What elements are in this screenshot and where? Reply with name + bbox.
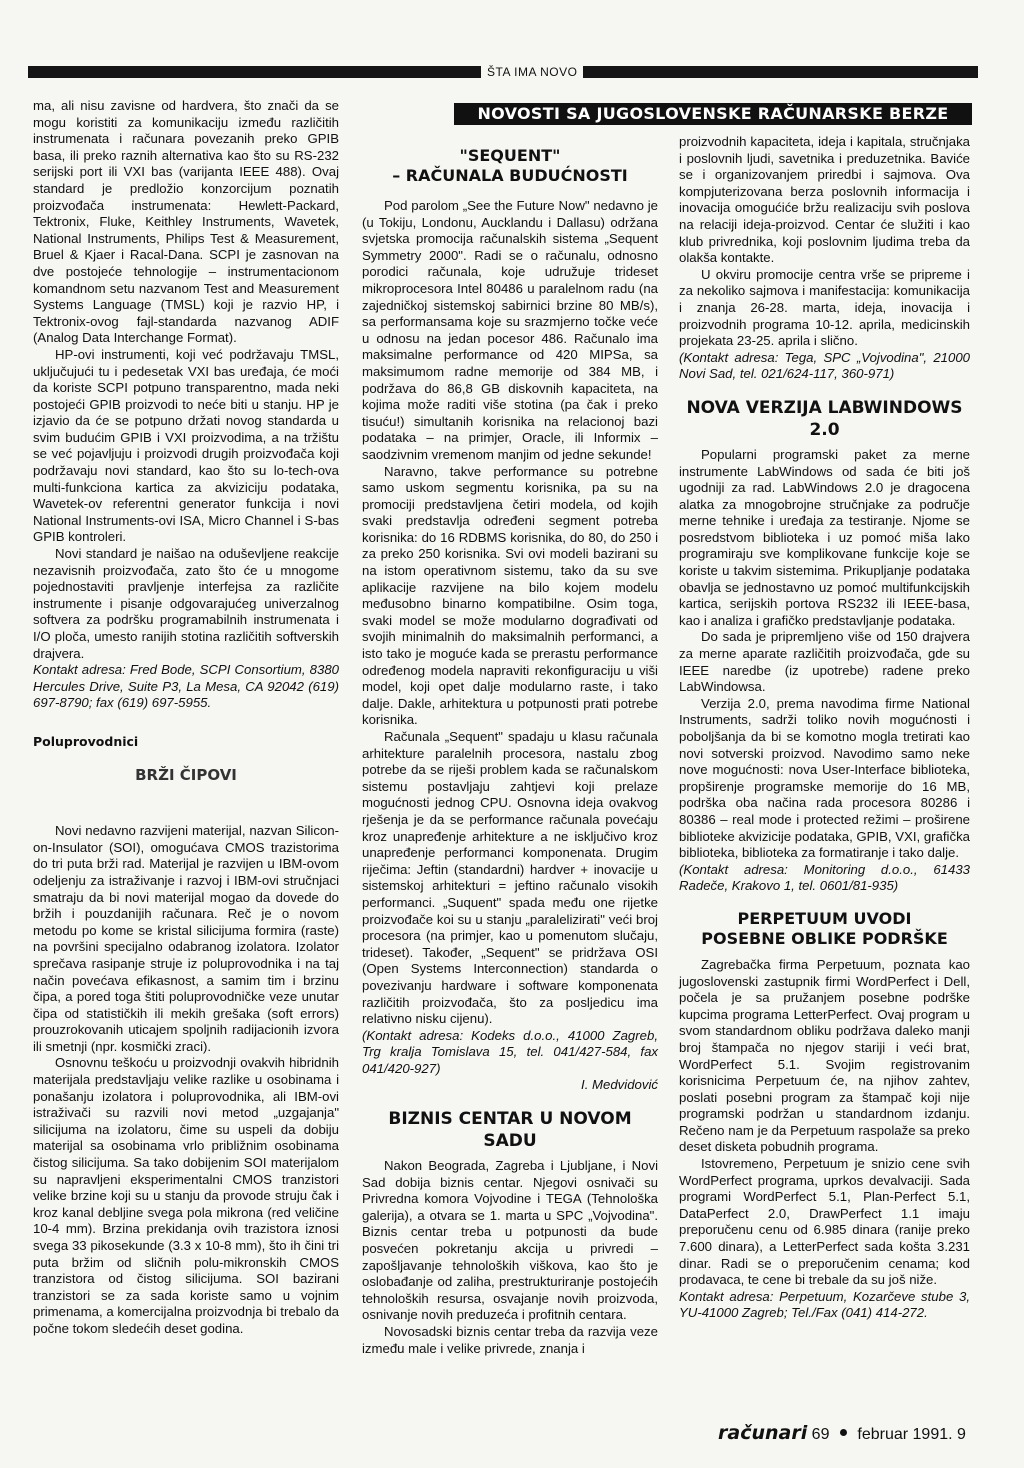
paragraph: proizvodnih kapaciteta, ideja i kapitala, stručnjaka i poslovnih ljudi, savetnika i preduzetnika. Baviće se i organizovanjem priredbi i sajmova. Ova kompjuterizovana berza poslovnih informacija i inovacija omogućiće bržu realizaciju svih poslova na relaciji ideja-proizvod. Centar će služiti i kao klub privrednika, koji poslovnim ljudima treba da olakša kontakte. — [679, 134, 970, 266]
paragraph: Verzija 2.0, prema navodima firme National Instruments, sadrži toliko novih mogućnosti i poboljšanja da bi se komotno mogla tretirati kao novi sotverski proizvod. Navodimo samo neke nove mogućnosti: nova User-Interface biblioteka, propširenje programske memorije do 16 MB, podrška oba načina rada procesora 80286 i 80386 – real mode i protected režimi – proširene biblioteke akvizicije podataka, GPIB, VXI, grafička biblioteka, biblioteka za formatiranje i tako dalje. — [679, 695, 971, 861]
contact-address: (Kontakt adresa: Monitoring d.o.o., 61433 Radeče, Krakovo 1, tel. 0601/81-935) — [679, 861, 970, 894]
article-headline: "SEQUENT" — [459, 146, 561, 165]
column-middle — [362, 146, 658, 1357]
column-right — [679, 134, 970, 1322]
article-headline: – RAČUNALA BUDUĆNOSTI — [392, 166, 628, 185]
paragraph: Računala „Sequent" spadaju u klasu računala arhitekture paralelnih procesora, nastalu zbog potrebe da se riješi problem kada se računalskom sistemu postavljaju zahtjevi koji prelaze mogućnosti jednog CPU. Osnovna ideja ovakvog rješenja je da se performance računala povećaju kroz unapređenje arhitekture a ne isključivo kroz unapređenje performanci komponenata. Drugim riječima: Jeftin (standardni) hardver + inovacije u sistemskoj arhitekturi = jeftino računalo visokih performanci. „Suquent" spada među one rijetke proizvođače koi su u stanju „paralelizirati" veći broj procesora (na primjer, kao u pomenutom slučaju, trideset). Također, „Sequent" se pridržava OSI (Open Systems Interconnection) standarda o povezivanju hardware i software komponenata različitih proizvođača, što za posljedicu ima relativno nisku cijenu). — [362, 729, 658, 1027]
contact-address: (Kontakt adresa: Kodeks d.o.o., 41000 Zagreb, Trg kralja Tomislava 15, tel. 041/427-584, fax 041/420-927) — [362, 1027, 658, 1076]
paragraph: Novi nedavno razvijeni materijal, nazvan Silicon-on-Insulator (SOI), omogućava CMOS trazistorima do tri puta brži rad. Materijal je razvijen u IBM-ovom odeljenju za istraživanje i razvoj i IBM-ovi stručnjaci smatraju da bi novi materijal mogao da dovede do bržih i pouzdanijih računara. Reč je o novom metodu po kome se kristal silicijuma formira (raste) na površini specijalno odabranog izolatora. Izolator sprečava rasipanje struje iz poluprovodnika i na taj način povećava efikasnost, a samim tim i brzinu čipa, a pored toga štiti poluprovodničke veze unutar čipa od statističkih ili mekih grešaka (soft errors) prouzrokovanih uticajem spoljnih radijacionih izvora ili smetnji (npr. kosmički zraci). — [33, 823, 339, 1054]
paragraph: Nakon Beograda, Zagreba i Ljubljane, i Novi Sad dobija biznis centar. Njegovi osnivači su Privredna komora Vojvodine i TEGA (Tehnološka galerija), a otvara se 1. marta u SPC „Vojvodina". Biznis centar treba u potpunosti da bude posvećen pokretanju akcija u privredi – zapošljavanje tehnoloških viškova, kao što je oslobađanje od zaliha, prestrukturiranje postojećih tehnoloških resursa, osvajanje novih proizvoda, osnivanje novih preduzeća i profitnih centara. — [362, 1158, 658, 1323]
contact-address: (Kontakt adresa: Tega, SPC „Vojvodina", 21000 Novi Sad, tel. 021/624-117, 360-971) — [679, 349, 970, 382]
article-headline: POSEBNE OBLIKE PODRŠKE — [701, 928, 948, 948]
paragraph: Pod parolom „See the Future Now" nedavno je (u Tokiju, Londonu, Aucklandu i Dallasu) održana svjetska promocija računalskih sistema „Sequent Symmetry 2000". Radi se o računalu, odnosno porodici računala, koje udružuje trideset mikroprocesora Intel 80486 u paralelnom radu (na zajedničkoj sistemskoj sabirnici brzine 80 MB/s), sa performansama koje su srazmjerno točke veće u odnosu na jedan pocesor 486. Računalo ima maksimalne performance od 420 MIPSa, sa maksimumom radne memorije od 384 MB, i podržava do 86,8 GB diskovnih kapaciteta, na kojima može raditi više stotina (pa čak i preko tisuću!) simultanih korisnika na relacionoj bazi podataka – na primjer, Oracle, ili Informix – saodzivnim vremenom manjim od jedne sekunde! — [362, 198, 658, 462]
magazine-logo: računari — [718, 1422, 808, 1444]
paragraph: Novosadski biznis centar treba da razvija veze između male i velike privrede, znanja i — [362, 1324, 658, 1356]
author-signature: I. Medvidović — [581, 1077, 658, 1093]
paragraph: U okviru promocije centra vrše se pripreme i za nekoliko sajmova i manifestacija: komunikacija i znanja 26-28. marta, ideja, inovacija i proizvodnih programa 10-12. aprila, medicinskih projekata 23-25. aprila i slično. — [679, 266, 970, 349]
page-number: 9 — [957, 1426, 966, 1443]
contact-address: Kontakt adresa: Perpetuum, Kozarčeve stube 3, YU-41000 Zagreb; Tel./Fax (041) 414-272. — [679, 1288, 970, 1321]
article-headline: NOVA VERZIJA LABWINDOWS 2.0 — [686, 397, 963, 440]
paragraph: Istovremeno, Perpetuum je snizio cene svih WordPerfect programa, uprkos devalvaciji. Sada programi WordPerfect 5.1, Plan-Perfect 5.1, DataPerfect 2.0, DrawPerfect 1.1 imaju preporučenu cenu od 6.985 dinara (ranije preko 7.600 dinara), a LetterPerfect sada košta 3.231 dinar. Radi se o preporučenim cenama; kod prodavaca, te cene bi trebale da su još niže. — [679, 1156, 970, 1288]
section-header-label: ŠTA IMA NOVO — [481, 65, 583, 79]
section-header-bar — [28, 66, 978, 78]
paragraph: Naravno, takve performance su potrebne samo uskom segmentu korisnika, pa su na promociji predstavljena četiri modela, od kojih svaki predstavlja određeni segment potreba korisnika: do 16 RDBMS korisnika, do 80, do 250 i za preko 250 korisnika. Svi ovi modeli bazirani su na istom operativnom sistemu, tako da su sve aplikacije razvijene na bilo kojem modelu međusobno binarno kompatibilne. Osim toga, svaki model se može modularno dograđivati od svojih minimalnih do maksimalnih performanci, a isto tako je moguće kada se prerastu performance određenog modela napraviti rekonfiguraciju u viši model, koji opet dalje modularno raste, i tako dalje. Dakle, arhitektura u potpunosti prati potrebe korisnika. — [362, 463, 658, 728]
paragraph: ma, ali nisu zavisne od hardvera, što znači da se mogu koristiti za komunikaciju između različitih instrumenata i računara povezanih preko GPIB basa, ili preko raznih alternativa kao što su RS-232 serijski port ili VXI bas (varijanta IEEE 488). Ovaj standard je predložio konzorcijum poznatih proizvođača instrumenata: Hewlett-Packard, Tektronix, Fluke, Keithley Instruments, Wavetek, National Instruments, Philips Test & Measurement, Bruel & Kjaer i Racal-Dana. SCPI je zasnovan na dve postojeće tehnologije – instrumentacionom komandnom setu nazvanom Test and Measurement Systems Language (TMSL) koji je razvio HP, i Tektronix-ovog fajl-standarda nazvanog ADIF (Analog Data Interchange Format). — [33, 98, 339, 346]
paragraph: HP-ovi instrumenti, koji već podržavaju TMSL, uključujući tu i pedesetak VXI bas uređaja, će moći da koriste SCPI potpuno transparentno, mada neki postojeći GPIB proizvodi to neće biti u stanju. HP je izjavio da će se potpuno držati novog standarda u svim budućim GPIB i VXI proizvodima, a na tržištu se već pojavljuju i proizvodi drugih proizvođača koji podržavaju novi standard, kao što su lo-tech-ova multi-funkciona kartica za akviziciju podataka, Wavetek-ov referentni generator funkcija i novi National Instruments-ovi ISA, Micro Channel i S-bas GPIB kontroleri. — [33, 346, 339, 545]
article-headline: PERPETUUM UVODI — [737, 908, 912, 928]
bullet-icon — [840, 1429, 847, 1436]
news-banner: NOVOSTI SA JUGOSLOVENSKE RAČUNARSKE BERZE — [454, 103, 972, 125]
section-title: Poluprovodnici — [33, 733, 139, 749]
paragraph: Zagrebačka firma Perpetuum, poznata kao jugoslovenski zastupnik firmi WordPerfect i Dell, počela je sa pružanjem posebne podrške kupcima programa LetterPerfect. Ovaj program u svom standardnom obliku podržava daleko manji broj štampača no njegov stariji i veći brat, WordPerfect 5.1. Svojim registrovanim korisnicima Perpetuum će, na njihov zahtev, poslati posebni program za štampač koji nije programski podržan u standardnom izdanju. Rečeno nam je da Perpetuum raspolaže sa preko deset disketa pobudnih programa. — [679, 956, 970, 1155]
issue-number: 69 — [811, 1426, 830, 1443]
contact-address: Kontakt adresa: Fred Bode, SCPI Consortium, 8380 Hercules Drive, Suite P3, La Mesa, CA 92042 (619) 697-8790; fax (619) 697-5955. — [33, 662, 339, 711]
article-headline: BRŽI ČIPOVI — [135, 765, 237, 784]
paragraph: Popularni programski paket za merne instrumente LabWindows od sada će biti još ugodniji za rad. LabWindows 2.0 je dragocena alatka za mnogobrojne stručnjake za područje merne tehnike i uređaja za testiranje. Njome se posredstvom biblioteka i uz pomoć miša lako programiraju sve komplikovane funkcije koje se koriste u takvim sistemima. Prikupljanje podataka obavlja se jednostavno uz pomoć multifunkcijskih kartica, serijskih portova RS232 ili IEEE-basa, kao i analiza i grafičko predstavljanje podataka. — [679, 446, 970, 628]
paragraph: Do sada je pripremljeno više od 150 drajvera za merne aparate različitih proizvođača, gde su IEEE naredbe (iz upotrebe) radene preko LabWindowsa. — [679, 629, 970, 695]
paragraph: Novi standard je naišao na oduševljene reakcije nezavisnih proizvođača, zato što će u mnogome pojednostaviti pravljenje interfejsa za različite instrumente i pisanje odgovarajućeg univerzalnog softvera za podršku programabilnih instrumenata i I/O ploča, umesto ranijih stotina različitih softverskih drajvera. — [33, 546, 339, 661]
column-left — [33, 98, 339, 1338]
page-footer — [718, 1422, 966, 1444]
issue-date: februar 1991. — [857, 1426, 953, 1443]
article-headline: BIZNIS CENTAR U NOVOM SADU — [388, 1109, 632, 1152]
paragraph: Osnovnu teškoću u proizvodnji ovakvih hibridnih materijala predstavljaju velike razlike u osobinama i ponašanju izolatora i poluprovodnika, ali IBM-ovi istraživači su razvili novi metod „uzgajanja" silicijuma na izolatoru, čime su uspeli da dobiju materijal sa osobinama vrlo približnim osobinama čistog silicijuma. Sa tako dobijenim SOI materijalom su napravljeni eksperimentalni CMOS tranzistori velike brzine koji su u stanju da provode struju čak i kroz kanal debljine svega pola mikrona (red veličine 10-4 mm). Brzina prekidanja ovih trazistora iznosi svega 33 pikosekunde (3.3 x 10-8 mm), što ih čini tri puta bržim od sličnih polu-mikronskih CMOS tranzistora od čistog silicijuma. SOI bazirani tranzistori se za sada koriste samo u vojnim primenama, a komercijalna proizvodnja bi trebalo da počne tokom sledećih deset godina. — [33, 1055, 339, 1336]
